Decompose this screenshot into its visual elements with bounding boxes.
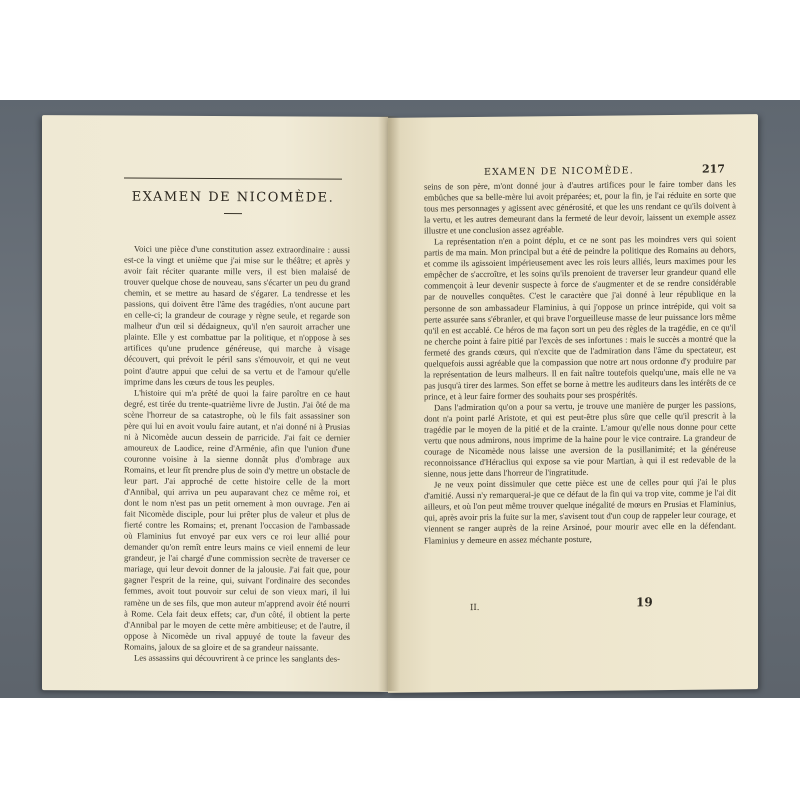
page-number: 217 bbox=[702, 162, 725, 176]
sheet-number: 19 bbox=[636, 595, 653, 610]
right-page bbox=[388, 114, 758, 693]
left-page bbox=[42, 115, 388, 692]
title-dash bbox=[224, 213, 242, 214]
paragraph: Voici une pièce d'une constitution assez extraordinaire : aussi est-ce la vingt et unième que j'ai mise sur le théâtre; et après y avoir fait réciter quarante mille vers, il est bien malaisé de trouver quelque chose de nouveau, sans s'écarter un peu du grand chemin, et se mettre au hasard de s'égarer. La tendresse et les passions, qui doivent être l'âme des tragédies, n'ont aucune part en celle-ci; la grandeur de courage y règne seule, et regarde son malheur d'un œil si dédaigneux, qu'il n'en sauroit arracher une plainte. Elle y est combattue par la politique, et n'oppose à ses artifices qu'une prudence généreuse, qui marche à visage découvert, qui prévoit le péril sans s'émouvoir, et qui ne veut point d'autre appui que celui de sa vertu et de l'amour qu'elle imprime dans les cœurs de tous les peuples. bbox=[124, 243, 350, 387]
running-head: EXAMEN DE NICOMÈDE. bbox=[484, 165, 634, 178]
paragraph: Je ne veux point dissimuler que cette pièce est une de celles pour qui j'ai le plus d'amitié. Aussi n'y remarquerai-je que ce défaut de la fin qui va trop vite, comme je l'ai dit ailleurs, et où l'on peut même trouver quelque inégalité de mœurs en Prusias et Flaminius, qui, après avoir pris la fuite sur la mer, s'avisent tout d'un coup de rappeler leur courage, et viennent se ranger auprès de la reine Arsinoé, pour mourir avec elle en la défendant. Flaminius y demeure en assez méchante posture, bbox=[424, 476, 736, 546]
paragraph: La représentation n'en a point déplu, et ce ne sont pas les moindres vers qui soient partis de ma main. Mon principal but a été de peindre la politique des Romains au dehors, et comme ils agissoient impérieusement avec les rois leurs alliés, leurs maximes pour les empêcher de s'accroître, et les soins qu'ils prenoient de traverser leur grandeur quand elle commençoit à leur devenir suspecte à force de s'augmenter et de se rendre considérable par de nouvelles conquêtes. C'est le caractère que j'ai donné à leur république en la personne de son ambassadeur Flaminius, à qui j'oppose un prince intrépide, qui voit sa perte assurée sans s'ébranler, et qui brave l'orgueilleuse masse de leur puissance lors même qu'il en est accablé. Ce héros de ma façon sort un peu des règles de la tragédie, en ce qu'il ne cherche point à faire pitié par l'excès de ses infortunes : mais le succès a montré que la fermeté des grands cœurs, qui n'excite que de l'admiration dans l'âme du spectateur, est quelquefois aussi agréable que la compassion que notre art nous ordonne d'y produire par la représentation de leurs malheurs. Il en fait naître toutefois quelqu'une, mais elle ne va pas jusqu'à tirer des larmes. Son effet se borne à mettre les auditeurs dans les intérêts de ce prince, et à leur faire former des souhaits pour ses prospérités. bbox=[424, 233, 736, 402]
page-title: EXAMEN DE NICOMÈDE. bbox=[131, 189, 335, 206]
paragraph: L'histoire qui m'a prêté de quoi la faire paroître en ce haut degré, est tirée du trente-quatrième livre de Justin. J'ai ôté de ma scène l'horreur de sa catastrophe, où le fils fait assassiner son père qui lui en avoit voulu faire autant, et n'ai donné ni à Prusias ni à Nicomède aucun dessein de parricide. J'ai fait ce dernier amoureux de Laodice, reine d'Arménie, afin que l'union d'une couronne voisine à la sienne donnât plus d'ombrage aux Romains, et leur fît prendre plus de soin d'y mettre un obstacle de leur part. J'ai approché de cette histoire celle de la mort d'Annibal, qui arriva un peu auparavant chez ce même roi, et dont le nom n'est pas un petit ornement à mon ouvrage. J'en ai fait Nicomède disciple, pour lui prêter plus de valeur et plus de fierté contre les Romains; et, prenant l'occasion de l'ambassade où Flaminius fut envoyé par eux vers ce roi leur allié pour demander qu'on remît entre leurs mains ce vieil ennemi de leur grandeur, je l'ai chargé d'une commission secrète de traverser ce mariage, qui leur devoit donner de la jalousie. J'ai fait que, pour gagner l'esprit de la reine, qui, suivant l'ordinaire des secondes femmes, avoit tout pouvoir sur celui de son vieux mari, il lui ramène un de ses fils, que mon auteur m'apprend avoir été nourri à Rome. Cela fait deux effets; car, d'un côté, il obtient la perte d'Annibal par le moyen de cette mère ambitieuse; et de l'autre, il oppose à Nicomède un rival appuyé de toute la faveur des Romains, jaloux de sa gloire et de sa grandeur naissante. bbox=[124, 387, 350, 653]
paragraph: Dans l'admiration qu'on a pour sa vertu, je trouve une manière de purger les passions, dont n'a point parlé Aristote, et qui est peut-être plus sûre que celle qu'il prescrit à la tragédie par le moyen de la pitié et de la crainte. L'amour qu'elle nous donne pour cette vertu que nous admirons, nous imprime de la haine pour le vice contraire. La grandeur de courage de Nicomède nous laisse une aversion de la pusillanimité; et la généreuse reconnoissance d'Héraclius qui expose sa vie pour Martian, à qui il est redevable de la sienne, nous jette dans l'horreur de l'ingratitude. bbox=[424, 399, 736, 479]
title-rule bbox=[124, 178, 342, 180]
book-gutter bbox=[378, 116, 400, 691]
paragraph: seins de son père, m'ont donné jour à d'autres artifices pour le faire tomber dans les embûches que sa belle-mère lui avoit préparées; et, pour la fin, je l'ai réduite en sorte que tous mes personnages y agissent avec générosité, et que les uns rendant ce qu'ils doivent à la vertu, et les autres demeurant dans la fermeté de leur devoir, laissent un exemple assez illustre et une conclusion assez agréable. bbox=[424, 178, 736, 236]
left-page-text bbox=[124, 244, 350, 665]
right-page-text bbox=[424, 178, 736, 546]
open-book bbox=[42, 116, 758, 691]
signature-mark: II. bbox=[470, 602, 480, 614]
paragraph: Les assassins qui découvrirent à ce prince les sanglants des- bbox=[134, 652, 340, 664]
